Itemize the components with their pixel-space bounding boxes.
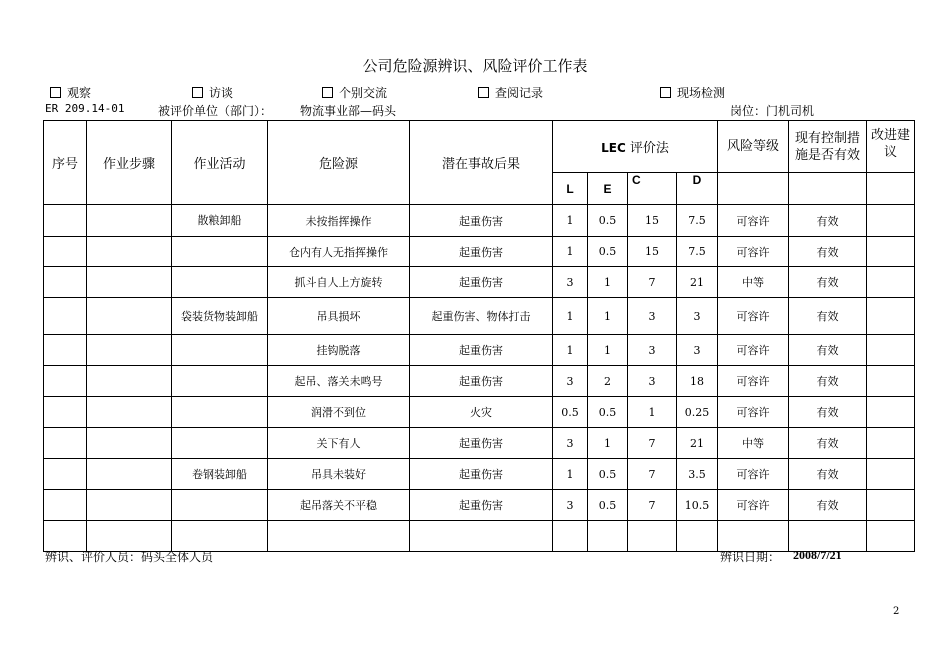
cell-risk-level: 可容许: [718, 397, 789, 428]
date-label: 辨识日期：: [720, 550, 781, 564]
form-code: ER 209.14-01: [45, 102, 125, 115]
cell-hazard: 润滑不到位: [268, 397, 410, 428]
cell-L: 1: [553, 298, 588, 335]
cell-risk-level: 可容许: [718, 237, 789, 267]
cell-E: 0.5: [588, 490, 628, 521]
table-row: [44, 490, 915, 521]
cell-D: 3: [677, 335, 718, 366]
cell-control: 有效: [789, 298, 867, 335]
cell-hazard: 关下有人: [268, 428, 410, 459]
cell-C: 1: [628, 397, 677, 428]
cell-control: 有效: [789, 366, 867, 397]
cell-L: 1: [553, 237, 588, 267]
cell-C: 7: [628, 459, 677, 490]
header-empty-cell: [718, 173, 789, 205]
cell-activity: [172, 237, 268, 267]
cell-hazard: 仓内有人无指挥操作: [268, 237, 410, 267]
cell-step: [87, 490, 172, 521]
cell-step: [87, 298, 172, 335]
cell-step: [87, 237, 172, 267]
checkbox-label: 访谈: [209, 86, 234, 100]
cell-consequence: 起重伤害: [410, 267, 553, 298]
cell-E: 1: [588, 267, 628, 298]
cell-control: 有效: [789, 459, 867, 490]
checkbox-individual-talk[interactable]: [322, 84, 387, 101]
cell-seq: [44, 237, 87, 267]
header-consequence: 潜在事故后果: [410, 121, 553, 205]
cell-L: 1: [553, 335, 588, 366]
checkbox-interview[interactable]: [192, 84, 233, 101]
table-row: [44, 298, 915, 335]
cell-L: 0.5: [553, 397, 588, 428]
cell-D: 7.5: [677, 205, 718, 237]
header-hazard: 危险源: [268, 121, 410, 205]
cell-D: 3: [677, 298, 718, 335]
cell-consequence: [410, 521, 553, 552]
checkbox-observe[interactable]: [50, 84, 91, 101]
cell-seq: [44, 459, 87, 490]
header-D: D: [677, 173, 718, 205]
table-row: [44, 237, 915, 267]
cell-E: 1: [588, 335, 628, 366]
checkbox-onsite-inspection[interactable]: [660, 84, 725, 101]
cell-suggest: [867, 428, 915, 459]
cell-hazard: 起吊落关不平稳: [268, 490, 410, 521]
cell-seq: [44, 205, 87, 237]
cell-consequence: 起重伤害: [410, 205, 553, 237]
cell-D: 0.25: [677, 397, 718, 428]
cell-E: 0.5: [588, 397, 628, 428]
cell-suggest: [867, 237, 915, 267]
cell-L: 3: [553, 366, 588, 397]
table-row: [44, 205, 915, 237]
cell-activity: [172, 267, 268, 298]
header-E: E: [588, 173, 628, 205]
table-row: [44, 335, 915, 366]
cell-C: 15: [628, 237, 677, 267]
footer: [0, 548, 950, 564]
cell-E: 0.5: [588, 205, 628, 237]
cell-C: 7: [628, 428, 677, 459]
cell-control: 有效: [789, 205, 867, 237]
checkbox-label: 查阅记录: [495, 86, 544, 100]
cell-consequence: 起重伤害: [410, 335, 553, 366]
cell-consequence: 起重伤害: [410, 459, 553, 490]
cell-E: 2: [588, 366, 628, 397]
cell-activity: [172, 428, 268, 459]
cell-step: [87, 397, 172, 428]
cell-C: 7: [628, 490, 677, 521]
cell-L: 3: [553, 490, 588, 521]
header-step: 作业步骤: [87, 121, 172, 205]
cell-step: [87, 459, 172, 490]
cell-hazard: 起吊、落关未鸣号: [268, 366, 410, 397]
cell-suggest: [867, 490, 915, 521]
post-label: 岗位：门机司机: [730, 104, 815, 118]
checkbox-square-icon: [478, 87, 489, 98]
cell-seq: [44, 428, 87, 459]
cell-C: 3: [628, 366, 677, 397]
risk-assessment-table: [43, 120, 915, 552]
cell-risk-level: 可容许: [718, 459, 789, 490]
cell-activity: [172, 490, 268, 521]
cell-L: 3: [553, 267, 588, 298]
cell-risk-level: 可容许: [718, 335, 789, 366]
cell-suggest: [867, 298, 915, 335]
cell-step: [87, 366, 172, 397]
header-L: L: [553, 173, 588, 205]
cell-hazard: 未按指挥操作: [268, 205, 410, 237]
checkbox-square-icon: [660, 87, 671, 98]
cell-control: 有效: [789, 335, 867, 366]
table-row: [44, 267, 915, 298]
cell-seq: [44, 267, 87, 298]
cell-C: 3: [628, 298, 677, 335]
cell-D: 10.5: [677, 490, 718, 521]
cell-D: 18: [677, 366, 718, 397]
cell-control: 有效: [789, 267, 867, 298]
header-lec-suffix: 评价法: [629, 141, 669, 156]
table-row: [44, 459, 915, 490]
cell-consequence: 火灾: [410, 397, 553, 428]
cell-activity: [172, 335, 268, 366]
cell-C: 3: [628, 335, 677, 366]
header-control: 现有控制措施是否有效: [789, 121, 867, 173]
cell-step: [87, 205, 172, 237]
header-lec: LEC: [601, 141, 626, 155]
table-header-row: [44, 121, 915, 173]
cell-risk-level: 可容许: [718, 366, 789, 397]
header-empty-cell: [789, 173, 867, 205]
cell-step: [87, 428, 172, 459]
cell-activity: 散粮卸船: [172, 205, 268, 237]
cell-risk-level: 可容许: [718, 298, 789, 335]
cell-suggest: [867, 335, 915, 366]
cell-D: [677, 521, 718, 552]
cell-D: 21: [677, 428, 718, 459]
cell-consequence: 起重伤害: [410, 428, 553, 459]
table-row: [44, 397, 915, 428]
cell-seq: [44, 397, 87, 428]
cell-L: 3: [553, 428, 588, 459]
cell-step: [87, 267, 172, 298]
cell-risk-level: [718, 521, 789, 552]
cell-activity: 卷钢装卸船: [172, 459, 268, 490]
header-seq: 序号: [44, 121, 87, 205]
cell-control: 有效: [789, 397, 867, 428]
cell-E: 1: [588, 428, 628, 459]
cell-risk-level: 中等: [718, 428, 789, 459]
cell-activity: 袋装货物装卸船: [172, 298, 268, 335]
cell-risk-level: 可容许: [718, 490, 789, 521]
cell-activity: [172, 366, 268, 397]
cell-D: 7.5: [677, 237, 718, 267]
cell-D: 21: [677, 267, 718, 298]
cell-control: 有效: [789, 428, 867, 459]
table-row: [44, 366, 915, 397]
header-lec-method: [553, 121, 718, 173]
cell-seq: [44, 298, 87, 335]
cell-consequence: 起重伤害: [410, 237, 553, 267]
cell-hazard: 吊具未装好: [268, 459, 410, 490]
cell-control: 有效: [789, 490, 867, 521]
checkbox-label: 个别交流: [339, 86, 388, 100]
checkbox-square-icon: [192, 87, 203, 98]
checkbox-square-icon: [50, 87, 61, 98]
evaluators: 辨识、评价人员：码头全体人员: [45, 550, 214, 564]
cell-hazard: 挂钩脱落: [268, 335, 410, 366]
cell-seq: [44, 366, 87, 397]
cell-D: 3.5: [677, 459, 718, 490]
cell-C: 15: [628, 205, 677, 237]
header-empty-cell: [867, 173, 915, 205]
cell-suggest: [867, 366, 915, 397]
cell-consequence: 起重伤害: [410, 366, 553, 397]
cell-suggest: [867, 267, 915, 298]
cell-E: 0.5: [588, 459, 628, 490]
unit-value: 物流事业部—码头: [300, 104, 397, 118]
page-title: 公司危险源辨识、风险评价工作表: [362, 57, 588, 75]
cell-L: 1: [553, 205, 588, 237]
header-activity: 作业活动: [172, 121, 268, 205]
table-row: [44, 521, 915, 552]
cell-suggest: [867, 397, 915, 428]
cell-consequence: 起重伤害、物体打击: [410, 298, 553, 335]
cell-activity: [172, 521, 268, 552]
checkbox-label: 现场检测: [677, 86, 726, 100]
cell-C: [628, 521, 677, 552]
checkbox-square-icon: [322, 87, 333, 98]
cell-hazard: 抓斗自人上方旋转: [268, 267, 410, 298]
cell-seq: [44, 521, 87, 552]
cell-risk-level: 中等: [718, 267, 789, 298]
cell-L: [553, 521, 588, 552]
cell-activity: [172, 397, 268, 428]
header-C: C: [628, 173, 677, 205]
cell-seq: [44, 490, 87, 521]
date-value: 2008/7/21: [793, 548, 842, 562]
checkbox-label: 观察: [67, 86, 92, 100]
cell-control: 有效: [789, 237, 867, 267]
page-number: 2: [893, 606, 900, 617]
table-body: [44, 205, 915, 552]
table-row: [44, 428, 915, 459]
cell-step: [87, 335, 172, 366]
cell-C: 7: [628, 267, 677, 298]
cell-E: 0.5: [588, 237, 628, 267]
header-risk-level: 风险等级: [718, 121, 789, 173]
form-info-line: [0, 102, 950, 118]
method-checkboxes: [0, 84, 950, 100]
cell-seq: [44, 335, 87, 366]
cell-L: 1: [553, 459, 588, 490]
header-suggest: 改进建议: [867, 121, 915, 173]
cell-consequence: 起重伤害: [410, 490, 553, 521]
cell-control: [789, 521, 867, 552]
cell-suggest: [867, 205, 915, 237]
checkbox-review-records[interactable]: [478, 84, 543, 101]
cell-E: 1: [588, 298, 628, 335]
cell-suggest: [867, 521, 915, 552]
cell-hazard: [268, 521, 410, 552]
unit-label: 被评价单位（部门）：: [158, 104, 273, 118]
cell-E: [588, 521, 628, 552]
cell-risk-level: 可容许: [718, 205, 789, 237]
cell-step: [87, 521, 172, 552]
cell-suggest: [867, 459, 915, 490]
cell-hazard: 吊具损坏: [268, 298, 410, 335]
